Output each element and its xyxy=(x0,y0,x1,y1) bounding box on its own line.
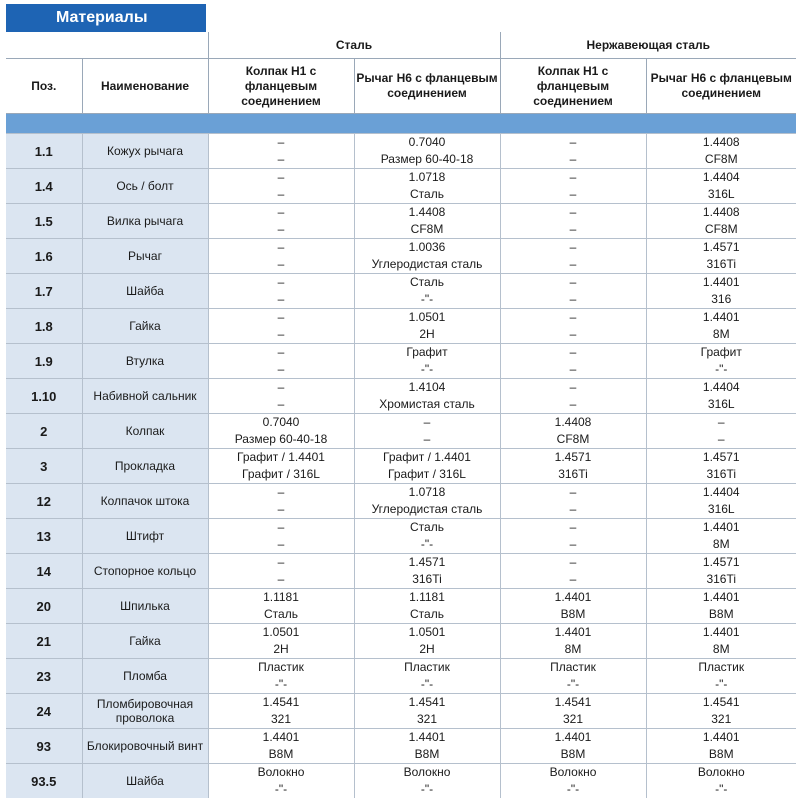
cell-pos: 20 xyxy=(6,589,82,624)
cell-stainless-lever-material: 1.4408 xyxy=(646,134,796,152)
cell-stainless-lever-material: 1.4541 xyxy=(646,694,796,712)
cell-stainless-lever-spec: 8M xyxy=(646,536,796,554)
table-row xyxy=(6,274,796,292)
cell-steel-lever-spec: Хромистая сталь xyxy=(354,396,500,414)
cell-stainless-cap-spec: – xyxy=(500,326,646,344)
cell-steel-cap-spec: – xyxy=(208,326,354,344)
cell-stainless-cap-spec: -"- xyxy=(500,781,646,798)
cell-stainless-lever-material: 1.4401 xyxy=(646,309,796,327)
cell-steel-cap-material: Волокно xyxy=(208,764,354,782)
cell-stainless-lever-spec: 316Ti xyxy=(646,466,796,484)
cell-steel-cap-spec: 321 xyxy=(208,711,354,729)
cell-steel-cap-spec: – xyxy=(208,256,354,274)
cell-steel-cap-spec: – xyxy=(208,221,354,239)
table-row xyxy=(6,729,796,747)
cell-pos: 1.7 xyxy=(6,274,82,309)
cell-stainless-lever-spec: 8M xyxy=(646,641,796,659)
cell-pos: 1.10 xyxy=(6,379,82,414)
table-row xyxy=(6,624,796,642)
cell-steel-lever-material: – xyxy=(354,414,500,432)
cell-name: Стопорное кольцо xyxy=(82,554,208,589)
cell-steel-cap-spec: – xyxy=(208,571,354,589)
cell-steel-lever-material: 1.4408 xyxy=(354,204,500,222)
cell-name: Ось / болт xyxy=(82,169,208,204)
cell-steel-cap-spec: – xyxy=(208,361,354,379)
table-row xyxy=(6,589,796,607)
cell-steel-lever-material: 1.0718 xyxy=(354,484,500,502)
cell-steel-lever-material: Сталь xyxy=(354,274,500,292)
cell-stainless-cap-material: 1.4541 xyxy=(500,694,646,712)
cell-steel-lever-material: Графит xyxy=(354,344,500,362)
cell-steel-cap-material: – xyxy=(208,204,354,222)
cell-pos: 21 xyxy=(6,624,82,659)
cell-stainless-cap-material: – xyxy=(500,204,646,222)
cell-steel-cap-spec: – xyxy=(208,396,354,414)
cell-stainless-cap-spec: 316Ti xyxy=(500,466,646,484)
cell-stainless-cap-material: 1.4401 xyxy=(500,729,646,747)
cell-stainless-lever-spec: CF8M xyxy=(646,151,796,169)
cell-name: Втулка xyxy=(82,344,208,379)
cell-stainless-lever-spec: 316Ti xyxy=(646,571,796,589)
cell-steel-cap-material: – xyxy=(208,519,354,537)
cell-stainless-cap-material: – xyxy=(500,379,646,397)
cell-stainless-cap-spec: – xyxy=(500,291,646,309)
materials-table xyxy=(6,32,796,798)
cell-stainless-cap-material: – xyxy=(500,239,646,257)
cell-stainless-lever-material: 1.4401 xyxy=(646,624,796,642)
cell-steel-lever-spec: CF8M xyxy=(354,221,500,239)
cell-stainless-lever-spec: – xyxy=(646,431,796,449)
cell-stainless-lever-material: Графит xyxy=(646,344,796,362)
cell-steel-cap-material: Пластик xyxy=(208,659,354,677)
cell-name: Колпак xyxy=(82,414,208,449)
cell-steel-lever-spec: 316Ti xyxy=(354,571,500,589)
cell-stainless-cap-spec: – xyxy=(500,186,646,204)
cell-name: Шайба xyxy=(82,274,208,309)
cell-stainless-cap-material: 1.4401 xyxy=(500,589,646,607)
cell-pos: 1.6 xyxy=(6,239,82,274)
cell-name: Шайба xyxy=(82,764,208,798)
cell-stainless-cap-spec: 321 xyxy=(500,711,646,729)
column-header-row xyxy=(6,59,796,114)
cell-steel-lever-material: 1.4401 xyxy=(354,729,500,747)
cell-stainless-cap-material: Пластик xyxy=(500,659,646,677)
cell-stainless-lever-material: 1.4571 xyxy=(646,239,796,257)
cell-steel-lever-spec: -"- xyxy=(354,361,500,379)
cell-name: Штифт xyxy=(82,519,208,554)
cell-stainless-cap-material: Волокно xyxy=(500,764,646,782)
cell-steel-cap-spec: – xyxy=(208,501,354,519)
cell-stainless-cap-spec: – xyxy=(500,361,646,379)
cell-name: Гайка xyxy=(82,309,208,344)
cell-pos: 14 xyxy=(6,554,82,589)
table-row xyxy=(6,484,796,502)
cell-steel-cap-spec: – xyxy=(208,536,354,554)
cell-steel-lever-spec: Сталь xyxy=(354,186,500,204)
cell-steel-cap-spec: Графит / 316L xyxy=(208,466,354,484)
cell-name: Рычаг xyxy=(82,239,208,274)
table-row xyxy=(6,519,796,537)
cell-steel-lever-material: 1.0501 xyxy=(354,624,500,642)
cell-stainless-lever-spec: 8M xyxy=(646,326,796,344)
section-title: Материалы xyxy=(6,4,206,32)
cell-stainless-cap-spec: B8M xyxy=(500,606,646,624)
cell-steel-cap-material: – xyxy=(208,344,354,362)
table-row xyxy=(6,694,796,712)
cell-steel-lever-material: 1.4541 xyxy=(354,694,500,712)
cell-stainless-cap-spec: – xyxy=(500,151,646,169)
cell-pos: 3 xyxy=(6,449,82,484)
cell-pos: 2 xyxy=(6,414,82,449)
cell-stainless-lever-spec: 316L xyxy=(646,501,796,519)
cell-steel-lever-material: 1.4104 xyxy=(354,379,500,397)
table-row xyxy=(6,414,796,432)
cell-steel-lever-spec: Углеродистая сталь xyxy=(354,256,500,274)
cell-steel-lever-spec: -"- xyxy=(354,676,500,694)
cell-steel-cap-spec: -"- xyxy=(208,676,354,694)
cell-stainless-cap-spec: – xyxy=(500,221,646,239)
cell-steel-cap-material: 1.1181 xyxy=(208,589,354,607)
cell-steel-lever-spec: Размер 60-40-18 xyxy=(354,151,500,169)
cell-stainless-cap-spec: 8M xyxy=(500,641,646,659)
cell-pos: 1.9 xyxy=(6,344,82,379)
table-row xyxy=(6,309,796,327)
cell-name: Кожух рычага xyxy=(82,134,208,169)
cell-steel-cap-material: 1.4541 xyxy=(208,694,354,712)
cell-steel-lever-spec: -"- xyxy=(354,291,500,309)
cell-steel-lever-material: Пластик xyxy=(354,659,500,677)
cell-pos: 93 xyxy=(6,729,82,764)
cell-steel-lever-material: Сталь xyxy=(354,519,500,537)
group-header-row xyxy=(6,32,796,59)
cell-steel-cap-spec: Размер 60-40-18 xyxy=(208,431,354,449)
cell-steel-lever-spec: B8M xyxy=(354,746,500,764)
cell-stainless-lever-spec: -"- xyxy=(646,781,796,798)
cell-steel-lever-spec: -"- xyxy=(354,781,500,798)
cell-stainless-cap-spec: – xyxy=(500,501,646,519)
table-row xyxy=(6,659,796,677)
cell-stainless-lever-material: 1.4401 xyxy=(646,519,796,537)
cell-steel-cap-spec: B8M xyxy=(208,746,354,764)
cell-steel-lever-spec: Сталь xyxy=(354,606,500,624)
cell-steel-cap-spec: Сталь xyxy=(208,606,354,624)
table-row xyxy=(6,204,796,222)
cell-steel-lever-material: 1.0718 xyxy=(354,169,500,187)
header-divider-band xyxy=(6,114,796,134)
cell-pos: 12 xyxy=(6,484,82,519)
cell-stainless-lever-spec: B8M xyxy=(646,746,796,764)
cell-stainless-cap-material: – xyxy=(500,344,646,362)
cell-steel-lever-spec: -"- xyxy=(354,536,500,554)
cell-stainless-cap-material: – xyxy=(500,519,646,537)
cell-steel-cap-spec: 2H xyxy=(208,641,354,659)
cell-steel-lever-material: Волокно xyxy=(354,764,500,782)
cell-name: Гайка xyxy=(82,624,208,659)
cell-name: Пломбировочная проволока xyxy=(82,694,208,729)
cell-steel-lever-material: 0.7040 xyxy=(354,134,500,152)
cell-stainless-lever-material: 1.4404 xyxy=(646,379,796,397)
header-stainless-lever: Рычаг H6 с фланцевым соединением xyxy=(646,59,796,114)
cell-steel-cap-material: 1.4401 xyxy=(208,729,354,747)
cell-pos: 23 xyxy=(6,659,82,694)
cell-steel-lever-material: 1.4571 xyxy=(354,554,500,572)
cell-steel-cap-material: – xyxy=(208,134,354,152)
cell-steel-cap-material: – xyxy=(208,554,354,572)
cell-stainless-cap-spec: – xyxy=(500,396,646,414)
cell-steel-lever-material: 1.0036 xyxy=(354,239,500,257)
cell-steel-lever-material: 1.1181 xyxy=(354,589,500,607)
cell-stainless-cap-material: – xyxy=(500,274,646,292)
header-steel-lever: Рычаг H6 с фланцевым соединением xyxy=(354,59,500,114)
cell-steel-lever-material: Графит / 1.4401 xyxy=(354,449,500,467)
header-name: Наименование xyxy=(82,59,208,114)
cell-stainless-lever-material: 1.4401 xyxy=(646,729,796,747)
cell-steel-cap-material: – xyxy=(208,239,354,257)
cell-name: Шпилька xyxy=(82,589,208,624)
header-pos: Поз. xyxy=(6,59,82,114)
cell-stainless-cap-spec: -"- xyxy=(500,676,646,694)
cell-stainless-cap-spec: CF8M xyxy=(500,431,646,449)
cell-stainless-cap-material: – xyxy=(500,554,646,572)
cell-stainless-cap-material: 1.4408 xyxy=(500,414,646,432)
cell-steel-cap-material: – xyxy=(208,309,354,327)
cell-pos: 1.4 xyxy=(6,169,82,204)
cell-pos: 13 xyxy=(6,519,82,554)
cell-stainless-lever-spec: -"- xyxy=(646,361,796,379)
table-body xyxy=(6,134,796,798)
cell-stainless-cap-spec: B8M xyxy=(500,746,646,764)
cell-steel-lever-spec: Углеродистая сталь xyxy=(354,501,500,519)
table-row xyxy=(6,134,796,152)
cell-stainless-lever-material: 1.4404 xyxy=(646,484,796,502)
cell-stainless-lever-material: 1.4408 xyxy=(646,204,796,222)
cell-steel-cap-material: 0.7040 xyxy=(208,414,354,432)
cell-name: Набивной сальник xyxy=(82,379,208,414)
cell-stainless-lever-material: Пластик xyxy=(646,659,796,677)
cell-steel-cap-material: – xyxy=(208,169,354,187)
cell-steel-cap-spec: -"- xyxy=(208,781,354,798)
cell-stainless-cap-material: – xyxy=(500,134,646,152)
cell-stainless-cap-material: 1.4401 xyxy=(500,624,646,642)
cell-stainless-cap-material: 1.4571 xyxy=(500,449,646,467)
cell-steel-cap-material: 1.0501 xyxy=(208,624,354,642)
cell-steel-cap-material: – xyxy=(208,484,354,502)
table-row xyxy=(6,449,796,467)
table-row xyxy=(6,344,796,362)
cell-name: Вилка рычага xyxy=(82,204,208,239)
cell-stainless-lever-material: 1.4401 xyxy=(646,274,796,292)
cell-steel-lever-material: 1.0501 xyxy=(354,309,500,327)
cell-steel-cap-spec: – xyxy=(208,291,354,309)
cell-pos: 1.1 xyxy=(6,134,82,169)
cell-stainless-cap-material: – xyxy=(500,309,646,327)
cell-pos: 1.8 xyxy=(6,309,82,344)
table-row xyxy=(6,379,796,397)
header-stainless-cap: Колпак H1 с фланцевым соединением xyxy=(500,59,646,114)
cell-stainless-lever-material: 1.4571 xyxy=(646,554,796,572)
cell-stainless-cap-spec: – xyxy=(500,256,646,274)
cell-steel-cap-spec: – xyxy=(208,186,354,204)
cell-stainless-lever-spec: CF8M xyxy=(646,221,796,239)
cell-name: Колпачок штока xyxy=(82,484,208,519)
cell-stainless-lever-material: 1.4571 xyxy=(646,449,796,467)
cell-stainless-lever-spec: 316L xyxy=(646,186,796,204)
cell-stainless-cap-spec: – xyxy=(500,536,646,554)
cell-steel-cap-material: – xyxy=(208,274,354,292)
cell-steel-lever-spec: 321 xyxy=(354,711,500,729)
cell-name: Прокладка xyxy=(82,449,208,484)
group-steel: Сталь xyxy=(208,32,500,59)
cell-steel-lever-spec: 2H xyxy=(354,326,500,344)
cell-stainless-cap-spec: – xyxy=(500,571,646,589)
cell-stainless-lever-spec: 316 xyxy=(646,291,796,309)
cell-steel-lever-spec: Графит / 316L xyxy=(354,466,500,484)
cell-name: Блокировочный винт xyxy=(82,729,208,764)
cell-steel-cap-material: – xyxy=(208,379,354,397)
cell-stainless-cap-material: – xyxy=(500,169,646,187)
cell-stainless-lever-material: – xyxy=(646,414,796,432)
cell-stainless-lever-spec: 321 xyxy=(646,711,796,729)
group-stainless: Нержавеющая сталь xyxy=(500,32,796,59)
table-row xyxy=(6,554,796,572)
cell-steel-cap-spec: – xyxy=(208,151,354,169)
cell-pos: 93.5 xyxy=(6,764,82,798)
table-row xyxy=(6,764,796,782)
cell-steel-lever-spec: – xyxy=(354,431,500,449)
cell-stainless-lever-spec: 316Ti xyxy=(646,256,796,274)
cell-stainless-lever-material: 1.4404 xyxy=(646,169,796,187)
cell-steel-cap-material: Графит / 1.4401 xyxy=(208,449,354,467)
cell-pos: 1.5 xyxy=(6,204,82,239)
table-row xyxy=(6,239,796,257)
cell-pos: 24 xyxy=(6,694,82,729)
cell-stainless-lever-spec: B8M xyxy=(646,606,796,624)
cell-steel-lever-spec: 2H xyxy=(354,641,500,659)
table-row xyxy=(6,169,796,187)
cell-name: Пломба xyxy=(82,659,208,694)
cell-stainless-lever-spec: 316L xyxy=(646,396,796,414)
cell-stainless-cap-material: – xyxy=(500,484,646,502)
header-steel-cap: Колпак H1 с фланцевым соединением xyxy=(208,59,354,114)
cell-stainless-lever-material: Волокно xyxy=(646,764,796,782)
cell-stainless-lever-spec: -"- xyxy=(646,676,796,694)
cell-stainless-lever-material: 1.4401 xyxy=(646,589,796,607)
